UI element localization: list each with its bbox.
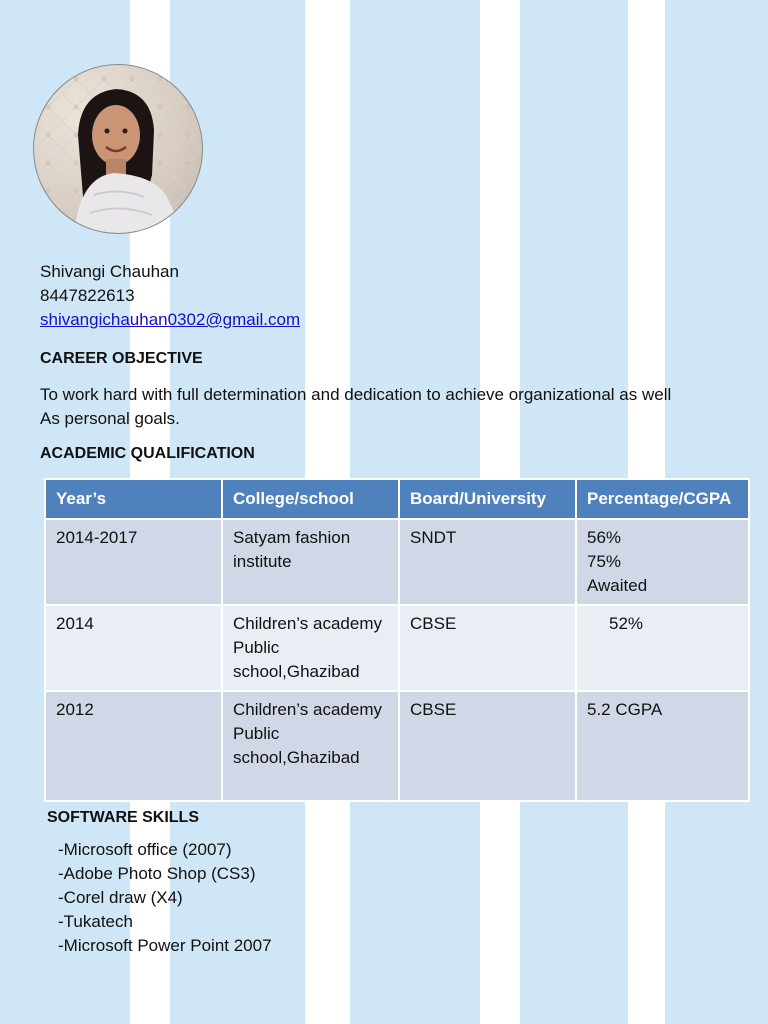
career-objective-heading: CAREER OBJECTIVE <box>40 350 203 367</box>
column-header-board: Board/University <box>399 479 576 519</box>
skill-item: -Microsoft office (2007) <box>58 840 232 859</box>
phone-number: 8447822613 <box>40 286 135 305</box>
table-row <box>45 605 749 691</box>
skill-item: -Microsoft Power Point 2007 <box>58 936 272 955</box>
career-objective-line: To work hard with full determination and dedication to achieve organizational as well <box>40 385 672 404</box>
career-objective-line: As personal goals. <box>40 409 180 428</box>
email-link[interactable]: shivangichauhan0302@gmail.com <box>40 310 301 329</box>
cell-year: 2012 <box>45 691 222 801</box>
candidate-name: Shivangi Chauhan <box>40 262 179 281</box>
skill-item: -Tukatech <box>58 912 133 931</box>
software-skills-list <box>58 838 272 958</box>
cell-result: 5.2 CGPA <box>576 691 749 801</box>
cell-year: 2014 <box>45 605 222 691</box>
cell-result: 52% <box>609 614 644 633</box>
software-skills-heading: SOFTWARE SKILLS <box>47 809 199 826</box>
cell-result: 56% 75% Awaited <box>576 519 749 605</box>
cell-result-wrap <box>576 605 749 691</box>
table-row <box>45 691 749 801</box>
table-row <box>45 519 749 605</box>
cell-board: CBSE <box>399 691 576 801</box>
contact-block <box>40 260 300 332</box>
cell-year: 2014-2017 <box>45 519 222 605</box>
skill-item: -Corel draw (X4) <box>58 888 183 907</box>
academic-table <box>44 478 750 802</box>
table-header-row <box>45 479 749 519</box>
academic-qualification-heading: ACADEMIC QUALIFICATION <box>40 445 255 462</box>
cell-college: Satyam fashion institute <box>222 519 399 605</box>
career-objective-text <box>40 383 740 431</box>
column-header-percentage: Percentage/CGPA <box>576 479 749 519</box>
cell-college: Children’s academy Public school,Ghazibad <box>222 691 399 801</box>
cell-college: Children’s academy Public school,Ghazibad <box>222 605 399 691</box>
profile-photo <box>33 64 203 234</box>
column-header-college: College/school <box>222 479 399 519</box>
cell-board: CBSE <box>399 605 576 691</box>
cell-board: SNDT <box>399 519 576 605</box>
column-header-years: Year’s <box>45 479 222 519</box>
skill-item: -Adobe Photo Shop (CS3) <box>58 864 256 883</box>
